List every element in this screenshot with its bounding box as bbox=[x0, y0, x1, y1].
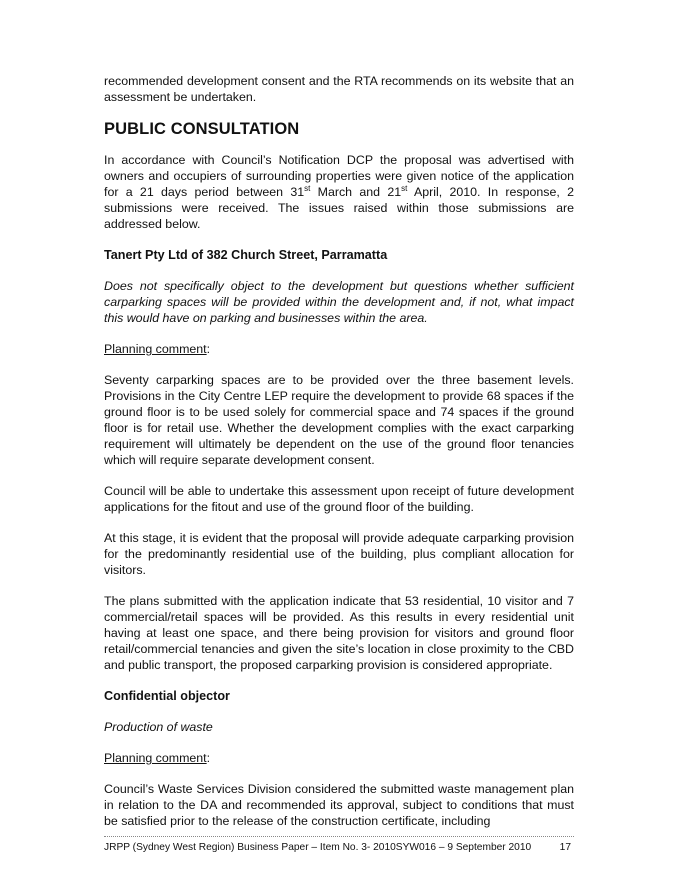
consultation-text-3: April, 2010. In response, 2 submissions were received. The issues raised within those submissions are addressed below. bbox=[104, 185, 574, 231]
page-number: 17 bbox=[559, 842, 571, 853]
footer-divider bbox=[104, 836, 574, 837]
submission-heading: Tanert Pty Ltd of 382 Church Street, Parramatta bbox=[104, 248, 388, 262]
comment-paragraph: Council’s Waste Services Division considered the submitted waste management plan in relation to the DA and recommended its approval, subject to conditions that must be satisfied prior to the release of the construction certificate, including bbox=[104, 782, 574, 828]
document-page bbox=[104, 73, 574, 829]
colon: : bbox=[206, 751, 211, 765]
footer-text: JRPP (Sydney West Region) Business Paper – Item No. 3- 2010SYW016 – 9 September 2010 bbox=[104, 842, 532, 853]
consultation-paragraph bbox=[104, 152, 574, 232]
submission-heading: Confidential objector bbox=[104, 689, 230, 703]
ordinal-suffix: st bbox=[401, 184, 408, 193]
comment-paragraph: Council will be able to undertake this assessment upon receipt of future development applications for the fitout and use of the ground floor of the building. bbox=[104, 484, 574, 514]
submission-issue: Production of waste bbox=[104, 720, 213, 734]
comment-paragraph: The plans submitted with the application indicate that 53 residential, 10 visitor and 7 commercial/retail spaces will be provided. As this results in every residential unit having at least one space, and there being provision for visitors and ground floor retail/commercial tenancies and given the site’s location in close proximity to the CBD and public transport, the proposed carparking provision is considered appropriate. bbox=[104, 594, 574, 672]
planning-comment-text: Planning comment bbox=[104, 342, 207, 356]
intro-paragraph: recommended development consent and the RTA recommends on its website that an assessment be undertaken. bbox=[104, 74, 574, 104]
planning-comment-label bbox=[104, 341, 574, 357]
section-heading: PUBLIC CONSULTATION bbox=[104, 120, 300, 138]
comment-paragraph: Seventy carparking spaces are to be provided over the three basement levels. Provisions in the City Centre LEP require the development to provide 68 spaces if the ground floor is to be used solely for commercial space and 74 spaces if the ground floor is for retail use. Whether the development complies with the exact carparking requirement will ultimately be dependent on the use of the ground floor tenancies which will require separate development consent. bbox=[104, 373, 574, 467]
comment-paragraph: At this stage, it is evident that the proposal will provide adequate carparking provision for the predominantly residential use of the building, plus compliant allocation for visitors. bbox=[104, 531, 574, 577]
consultation-text-1: In accordance with Council’s Notification DCP the proposal was advertised with owners and occupiers of surrounding properties were given notice of the application for a 21 days period between 31 bbox=[104, 153, 574, 199]
planning-comment-label bbox=[104, 750, 574, 766]
page-footer bbox=[104, 841, 574, 854]
planning-comment-text: Planning comment bbox=[104, 751, 207, 765]
colon: : bbox=[206, 342, 211, 356]
submission-issue: Does not specifically object to the development but questions whether sufficient carparking spaces will be provided within the development and, if not, what impact this would have on parking and businesses within the area. bbox=[104, 279, 574, 325]
ordinal-suffix: st bbox=[304, 184, 311, 193]
consultation-text-2: March and 21 bbox=[310, 185, 402, 199]
